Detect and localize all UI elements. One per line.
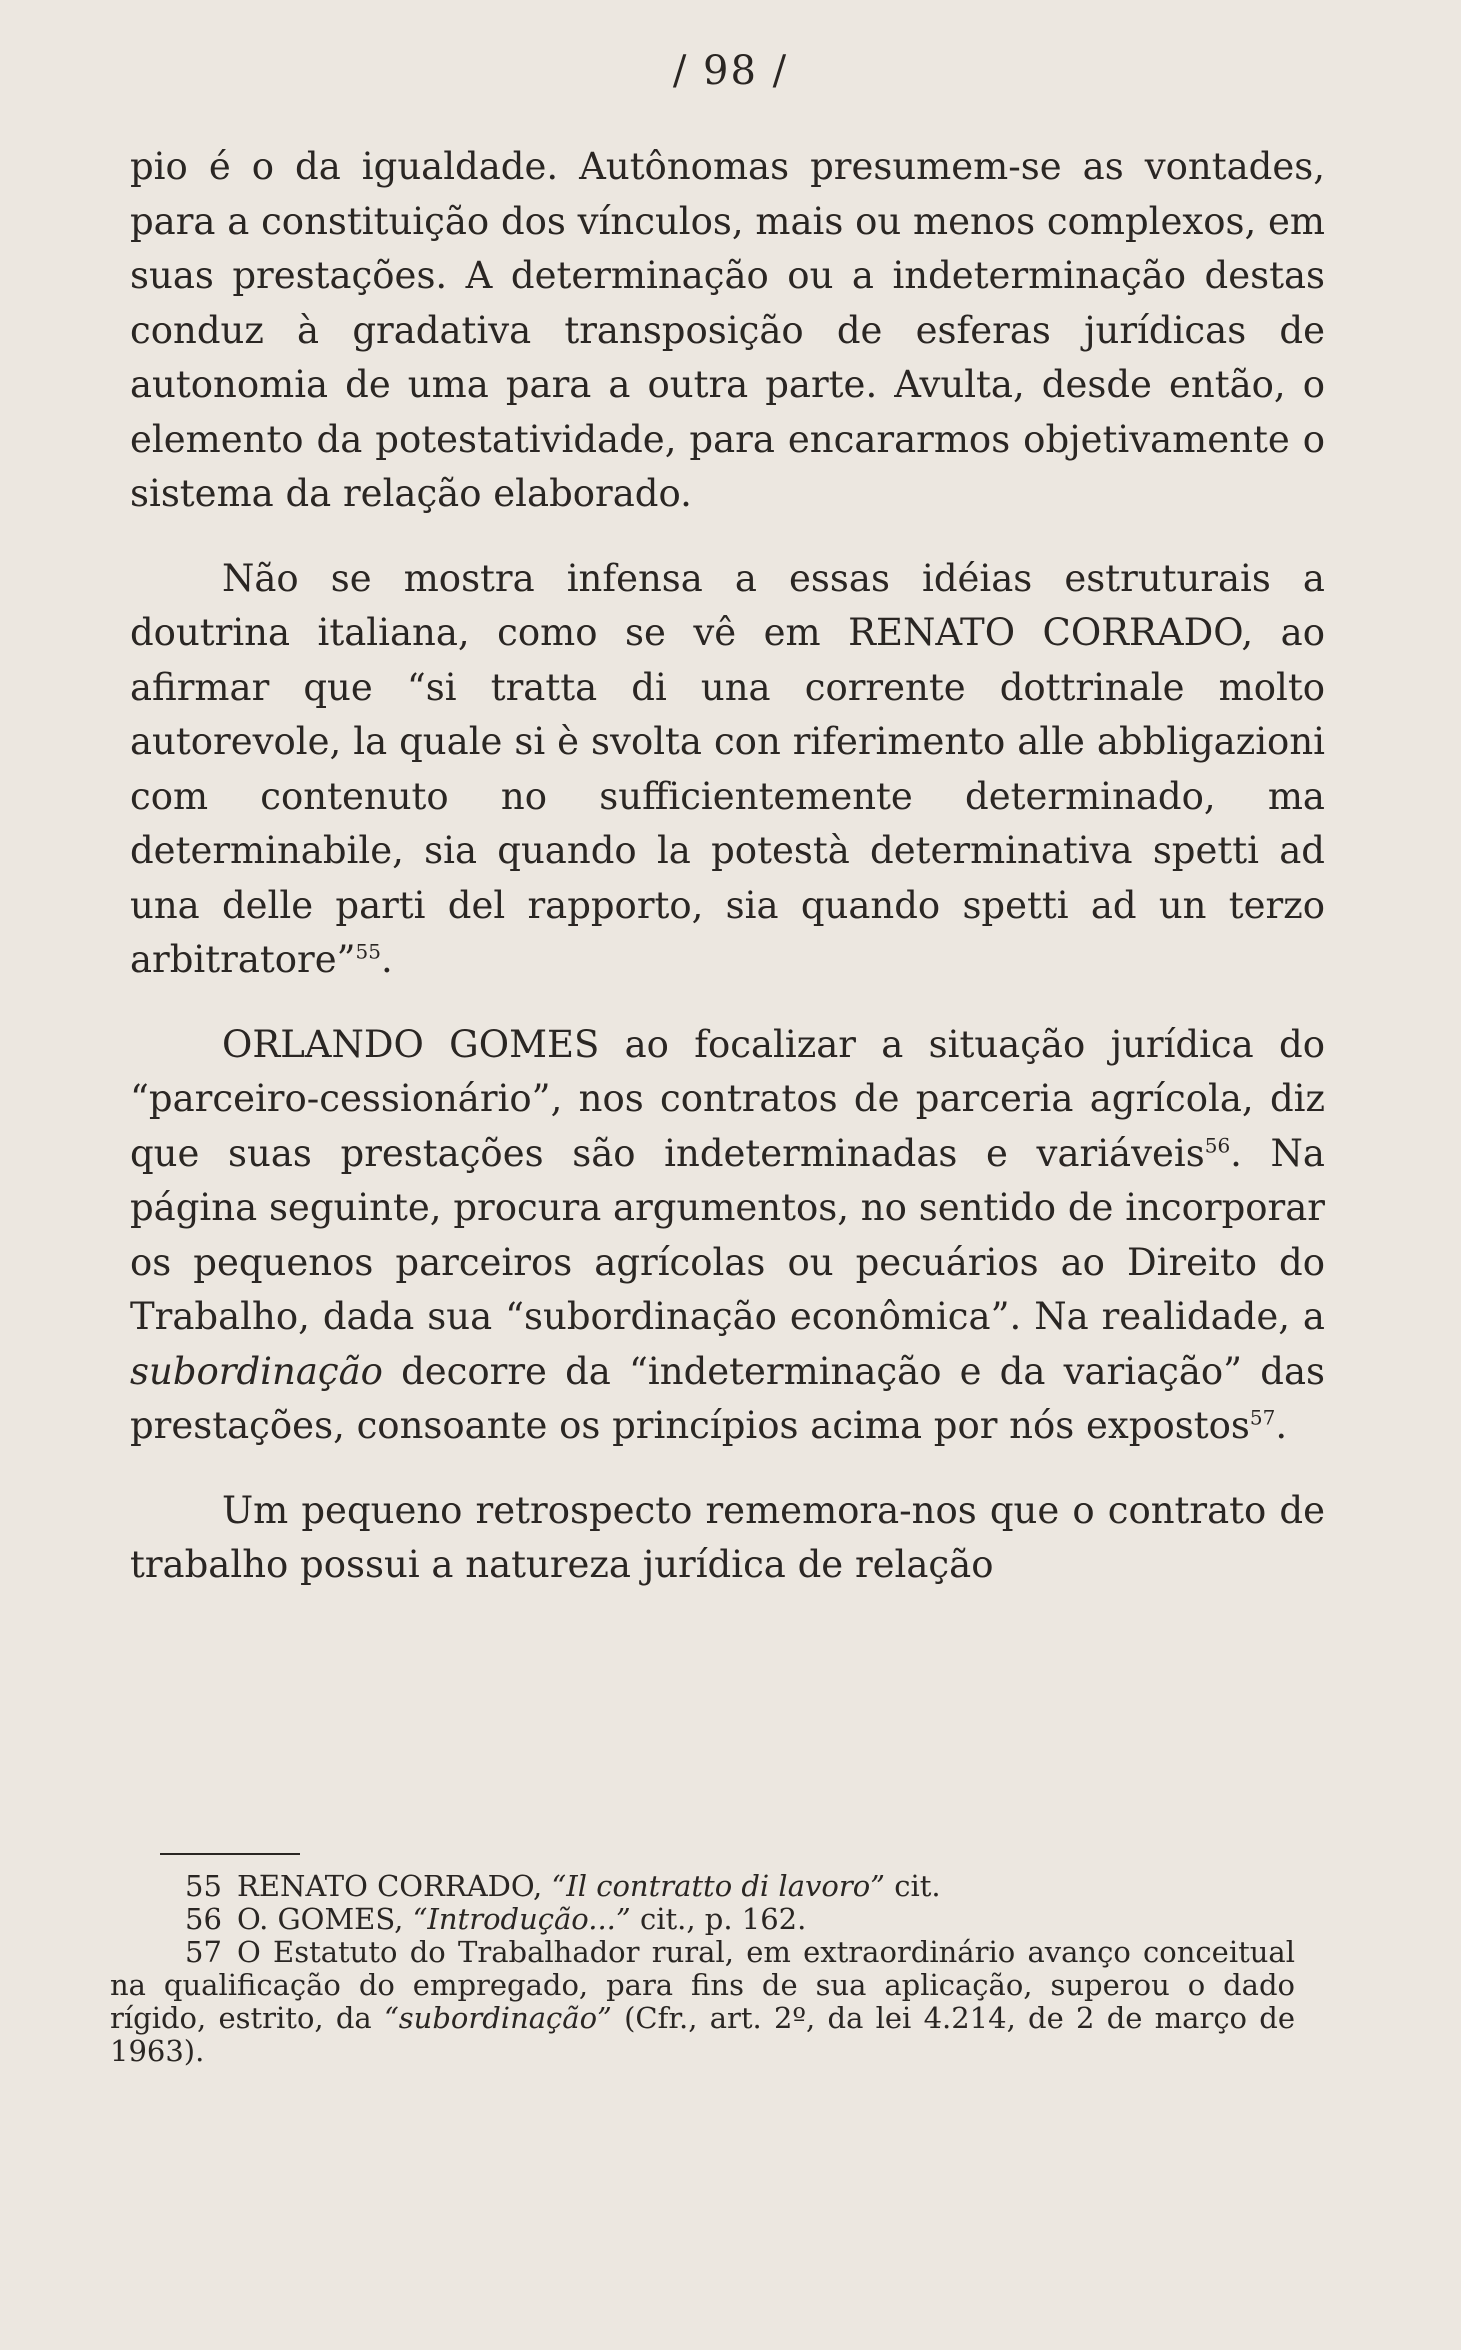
footnote-reference: 55: [355, 939, 381, 964]
page-number: / 98 /: [672, 48, 789, 94]
footnote-number: 57: [185, 1935, 222, 1969]
text-run: pio é o da igualdade. Autônomas presumem-se as vontades, para a constituição dos vínculos, mais ou menos complexos, em suas prestações. A determinação ou a indeterminação destas conduz à gradativa transposição de esferas jurídicas de autonomia de uma para a outra parte. Avulta, desde então, o elemento da potestatividade, para encararmos objetivamente o sistema da relação elaborado.: [130, 145, 1325, 515]
footnote-text: O. GOMES,: [237, 1902, 413, 1936]
footnote-number: 56: [185, 1902, 222, 1936]
footnote-reference: 56: [1204, 1133, 1231, 1158]
text-run: Não se mostra infensa a essas idéias estruturais a doutrina italiana, como se vê em RENATO CORRADO, ao afirmar que “si tratta di una corrente dottrinale molto autorevole, la quale si è svolta con riferimento alle abbligazioni com contenuto no sufficientemente determinado, ma determinabile, sia quando la potestà determinativa spetti ad una delle parti del rapporto, sia quando spetti ad un terzo arbitratore”: [130, 556, 1325, 981]
footnote-title: “Il contratto di lavoro”: [551, 1869, 885, 1903]
footnote-text: (Cfr., art. 2º, da lei 4.214, de 2 de março de 1963).: [110, 2001, 1295, 2068]
emphasis-text: subordinação: [130, 1349, 383, 1393]
footnotes: [110, 1870, 1295, 2068]
text-run: Um pequeno retrospecto rememora-nos que o contrato de trabalho possui a natureza jurídica de relação: [130, 1488, 1325, 1586]
text-run: ORLANDO GOMES ao focalizar a situação jurídica do “parceiro-cessionário”, nos contratos de parceria agrícola, diz que suas prestações são indeterminadas e variáveis: [130, 1022, 1325, 1175]
footnote-number: 55: [185, 1869, 222, 1903]
footnote-title: “subordinação”: [383, 2001, 612, 2035]
text-run: .: [380, 938, 393, 981]
footnote-divider: [160, 1853, 300, 1855]
footnote-text: O Estatuto do Trabalhador rural, em extraordinário avanço conceitual na qualificação do empregado, para fins de sua aplicação, superou o dado rígido, estrito, da: [110, 1935, 1295, 2035]
footnote-text: cit.: [884, 1869, 941, 1903]
text-run: .: [1275, 1404, 1288, 1447]
footnote-reference: 57: [1249, 1405, 1276, 1430]
paragraph: [130, 552, 1325, 988]
footnote: [110, 1936, 1295, 2068]
paragraph: [130, 1484, 1325, 1593]
footnote-text: RENATO CORRADO,: [237, 1869, 552, 1903]
footnote-title: “Introdução...”: [412, 1902, 631, 1936]
footnote: [110, 1903, 1295, 1936]
footnote-text: cit., p. 162.: [630, 1902, 807, 1936]
text-run: . Na página seguinte, procura argumentos, no sentido de incorporar os pequenos parceiros agrícolas ou pecuários ao Direito do Trabalho, dada sua “subordinação econômica”. Na realidade, a: [130, 1131, 1325, 1338]
text-run: decorre da “indeterminação e da variação” das prestações, consoante os princípios acima por nós expostos: [130, 1349, 1325, 1447]
paragraph: [130, 140, 1325, 522]
footnote: [110, 1870, 1295, 1903]
paragraph: [130, 1018, 1325, 1454]
body-text: [130, 140, 1325, 1593]
